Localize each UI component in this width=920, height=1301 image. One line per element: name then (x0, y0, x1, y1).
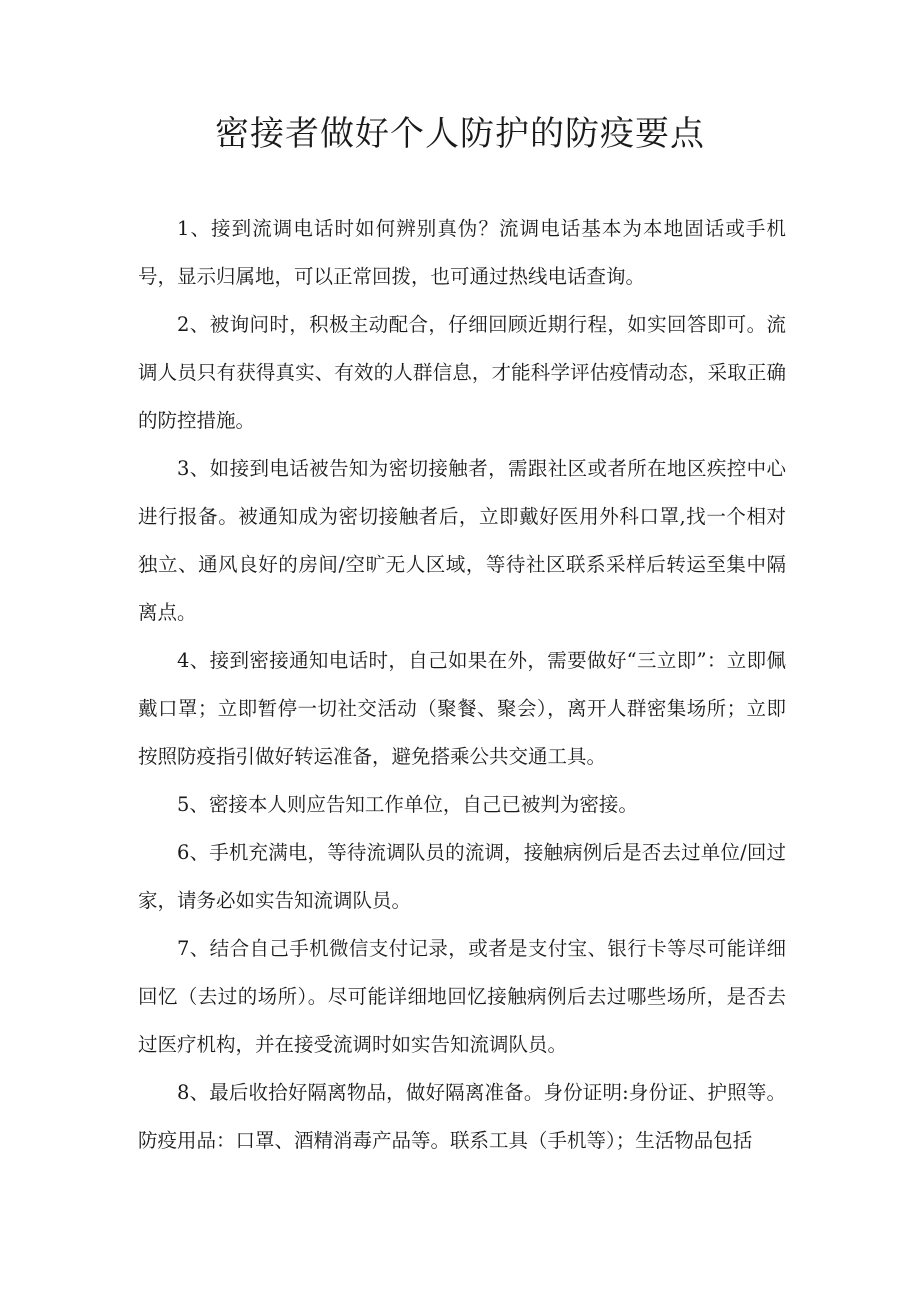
document-title: 密接者做好个人防护的防疫要点 (215, 114, 705, 154)
paragraph-4: 4、接到密接通知电话时，自己如果在外，需要做好“三立即”：立即佩戴口罩；立即暂停一切社交活动（聚餐、聚会），离开人群密集场所；立即按照防疫指引做好转运准备，避免搭乘公共交通工具。 (138, 649, 786, 768)
paragraph-6: 6、手机充满电，等待流调队员的流调，接触病例后是否去过单位/回过家，请务必如实告知流调队员。 (138, 841, 786, 912)
paragraph-2: 2、被询问时，积极主动配合，仔细回顾近期行程，如实回答即可。流调人员只有获得真实、有效的人群信息，才能科学评估疫情动态，采取正确的防控措施。 (138, 313, 786, 432)
document-body (138, 205, 786, 1165)
paragraph-1: 1、接到流调电话时如何辨别真伪？流调电话基本为本地固话或手机号，显示归属地，可以正常回拨，也可通过热线电话查询。 (138, 217, 786, 288)
paragraph-8: 8、最后收拾好隔离物品，做好隔离准备。身份证明:身份证、护照等。防疫用品：口罩、酒精消毒产品等。联系工具（手机等）；生活物品包括 (138, 1081, 786, 1152)
paragraph-3: 3、如接到电话被告知为密切接触者，需跟社区或者所在地区疾控中心进行报备。被通知成为密切接触者后，立即戴好医用外科口罩,找一个相对独立、通风良好的房间/空旷无人区域，等待社区联系采样后转运至集中隔离点。 (138, 457, 786, 624)
paragraph-7: 7、结合自己手机微信支付记录，或者是支付宝、银行卡等尽可能详细回忆（去过的场所）。尽可能详细地回忆接触病例后去过哪些场所，是否去过医疗机构，并在接受流调时如实告知流调队员。 (138, 937, 786, 1056)
paragraph-5: 5、密接本人则应告知工作单位，自己已被判为密接。 (177, 793, 638, 816)
